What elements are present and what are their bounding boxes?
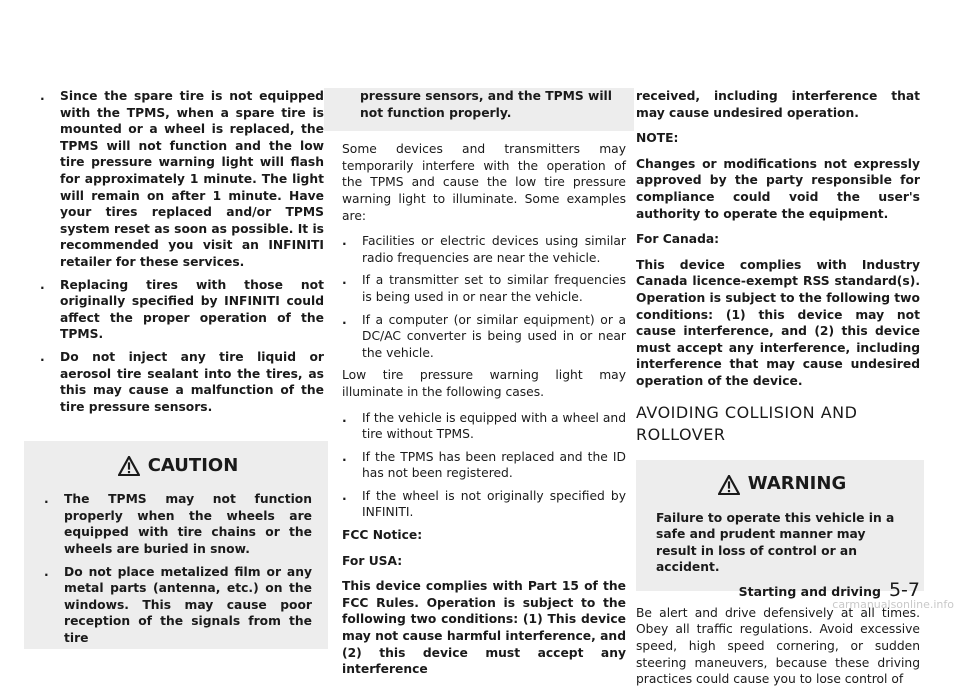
fcc-notice-heading: FCC Notice:	[342, 528, 423, 543]
caution-list	[44, 491, 312, 646]
list-item: . The TPMS may not function properly when the wheels are equipped with tire chains or the wheels are buried in snow.	[44, 492, 312, 557]
list-item: . If the wheel is not originally specified by INFINITI.	[342, 488, 626, 520]
for-canada-heading: For Canada:	[636, 232, 720, 247]
list-item: . If the vehicle is equipped with a wheel and tire without TPMS.	[342, 410, 626, 442]
tpms-notes-list	[40, 88, 324, 415]
low-pressure-intro: Low tire pressure warning light may illuminate in the following cases.	[342, 368, 626, 399]
list-item: . If a transmitter set to similar frequencies is being used in or near the vehicle.	[342, 273, 626, 304]
caution-heading: CAUTION	[44, 453, 312, 479]
caution-box-continued: pressure sensors, and the TPMS will not function properly.	[324, 88, 634, 131]
driving-body-text: Be alert and drive defensively at all times. Obey all traffic regulations. Avoid excessive speed, high speed cornering, or sudden steering maneuvers, because these driving practices could cause you to lose control of	[636, 605, 920, 687]
column-middle	[342, 88, 626, 687]
note-text: Changes or modifications not expressly approved by the party responsible for compliance could void the user's authority to operate the equipment.	[636, 156, 920, 221]
section-title: AVOIDING COLLISION AND ROLLOVER	[636, 402, 858, 444]
note-heading: NOTE:	[636, 131, 679, 146]
canada-compliance-text: This device complies with Industry Canada licence-exempt RSS standard(s). Operation is subject to the following two conditions: (1) this device may not cause interference, and (2) this device must accept any interference, including interference that may cause undesired operation of the device.	[636, 257, 920, 388]
warning-box	[636, 460, 924, 591]
list-item: . Do not place metalized film or any metal parts (antenna, etc.) on the windows. This may cause poor reception of the signals from the tire	[44, 564, 312, 646]
warning-heading: WARNING	[656, 472, 908, 498]
column-left	[40, 88, 324, 649]
page-number: 5-7	[888, 579, 920, 601]
warning-triangle-icon	[118, 456, 140, 476]
usa-compliance-text: This device complies with Part 15 of the FCC Rules. Operation is subject to the following two conditions: (1) This device may not cause harmful interference, and (2) this device must accept any interference	[342, 579, 626, 677]
interference-list	[342, 233, 626, 361]
usa-compliance-continued: received, including interference that may cause undesired operation.	[636, 89, 920, 120]
list-item: . Do not inject any tire liquid or aerosol tire sealant into the tires, as this may cause a malfunction of the tire pressure sensors.	[40, 349, 324, 414]
caution-box	[24, 441, 328, 649]
chapter-title: Starting and driving	[738, 584, 881, 599]
low-pressure-list	[342, 410, 626, 522]
list-item: . If a computer (or similar equipment) or a DC/AC converter is being used in or near the vehicle.	[342, 312, 626, 360]
watermark: carmanualsonline.info	[832, 598, 954, 611]
warning-triangle-icon	[718, 475, 740, 495]
list-item: . Since the spare tire is not equipped with the TPMS, when a spare tire is mounted or a wheel is replaced, the TPMS will not function and the low tire pressure warning light will flash for approximately 1 minute. The light will remain on after 1 minute. Have your tires replaced and/or TPMS system reset as soon as possible. It is recommended you visit an INFINITI retailer for these services.	[40, 89, 324, 269]
list-item: . If the TPMS has been replaced and the ID has not been registered.	[342, 449, 626, 481]
list-item: . Facilities or electric devices using similar radio frequencies are near the vehicle.	[342, 234, 626, 265]
warning-text: Failure to operate this vehicle in a safe and prudent manner may result in loss of control or an accident.	[656, 510, 895, 575]
list-item: . Replacing tires with those not originally specified by INFINITI could affect the proper operation of the TPMS.	[40, 277, 324, 342]
interference-intro: Some devices and transmitters may temporarily interfere with the operation of the TPMS and cause the low tire pressure warning light to illuminate. Some examples are:	[342, 142, 626, 223]
for-usa-heading: For USA:	[342, 553, 403, 568]
